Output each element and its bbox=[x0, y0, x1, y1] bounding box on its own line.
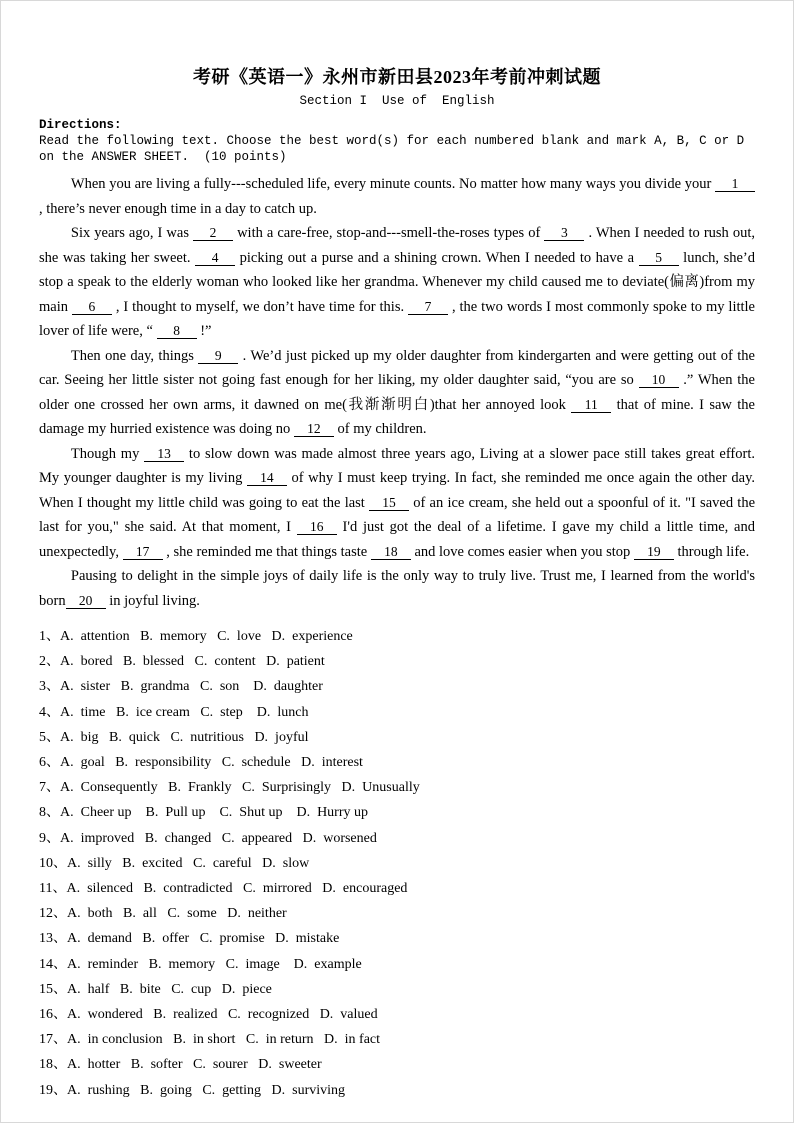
question-17: 17、A. in conclusion B. in short C. in return D. in fact bbox=[39, 1032, 381, 1048]
question-2: 2、A. bored B. blessed C. content D. patient bbox=[39, 654, 325, 670]
directions-label: Directions: bbox=[39, 118, 122, 132]
blank-1: 1 bbox=[715, 176, 755, 192]
blank-5: 5 bbox=[639, 250, 679, 266]
question-13: 13、A. demand B. offer C. promise D. mistake bbox=[39, 931, 340, 947]
question-list bbox=[39, 624, 755, 1103]
question-10: 10、A. silly B. excited C. careful D. slow bbox=[39, 855, 310, 871]
blank-17: 17 bbox=[123, 544, 163, 560]
directions-text: Read the following text. Choose the best word(s) for each numbered blank and mark A, B, C or D on the ANSWER SHEET. (10 points) bbox=[39, 134, 752, 164]
cloze-passage bbox=[39, 172, 755, 613]
blank-18: 18 bbox=[371, 544, 411, 560]
passage-paragraph-5: Pausing to delight in the simple joys of daily life is the only way to truly live. Trust me, I learned from the world's born 20 in joyful living. bbox=[39, 568, 755, 609]
blank-12: 12 bbox=[294, 421, 334, 437]
blank-10: 10 bbox=[639, 372, 679, 388]
blank-3: 3 bbox=[544, 225, 584, 241]
section-heading: Section I Use of English bbox=[299, 94, 495, 108]
directions-block bbox=[39, 117, 755, 165]
blank-7: 7 bbox=[408, 299, 448, 315]
question-12: 12、A. both B. all C. some D. neither bbox=[39, 906, 287, 922]
blank-2: 2 bbox=[193, 225, 233, 241]
blank-4: 4 bbox=[195, 250, 235, 266]
question-6: 6、A. goal B. responsibility C. schedule D. interest bbox=[39, 755, 363, 771]
passage-paragraph-3: Then one day, things 9 . We’d just picked up my older daughter from kindergarten and were getting out of the car. Seeing her little sister not going fast enough for her liking, my older daughter said, “you are so 10 .” When the older one crossed her own arms, it dawned on me(我渐渐明白)that her annoyed look 11 that of mine. I saw the damage my hurried existence was doing no 12 of my children. bbox=[39, 347, 755, 437]
passage-paragraph-1: When you are living a fully---scheduled life, every minute counts. No matter how many ways you divide your 1 , there’s never enough time in a day to catch up. bbox=[39, 172, 755, 221]
question-9: 9、A. improved B. changed C. appeared D. worsened bbox=[39, 830, 377, 846]
blank-19: 19 bbox=[634, 544, 674, 560]
blank-20: 20 bbox=[66, 593, 106, 609]
page-title: 考研《英语一》永州市新田县2023年考前冲刺试题 bbox=[193, 67, 601, 87]
passage-paragraph-4: Though my 13 to slow down was made almost three years ago, Living at a slower pace still takes great effort. My younger daughter is my living 14 of why I must keep trying. In fact, she reminded me once again the other day. When I thought my little child was going to eat the last 15 of an ice cream, she held out a spoonful of it. "I saved the last for you," she said. At that moment, I 16 I'd just got the deal of a lifetime. I gave my child a little time, and unexpectedly, 17 , she reminded me that things taste 18 and love comes easier when you stop 19 through life. bbox=[39, 445, 756, 560]
question-14: 14、A. reminder B. memory C. image D. example bbox=[39, 956, 362, 972]
passage-paragraph-2: Six years ago, I was 2 with a care-free, stop-and---smell-the-roses types of 3 . When I needed to rush out, she was taking her sweet. 4 picking out a purse and a shining crown. When I needed to have a 5 lunch, she’d stop a speak to the elderly woman who looked like her grandma. Whenever my child caused me to deviate(偏离)from my main 6 , I thought to myself, we don’t have time for this. 7 , the two words I most commonly spoke to my little lover of life were, “ 8 !” bbox=[39, 225, 755, 339]
blank-13: 13 bbox=[144, 446, 184, 462]
blank-8: 8 bbox=[157, 323, 197, 339]
question-4: 4、A. time B. ice cream C. step D. lunch bbox=[39, 704, 309, 720]
question-19: 19、A. rushing B. going C. getting D. surviving bbox=[39, 1082, 346, 1098]
question-16: 16、A. wondered B. realized C. recognized D. valued bbox=[39, 1007, 378, 1023]
blank-16: 16 bbox=[297, 519, 337, 535]
question-3: 3、A. sister B. grandma C. son D. daughter bbox=[39, 679, 323, 695]
question-15: 15、A. half B. bite C. cup D. piece bbox=[39, 981, 272, 997]
question-8: 8、A. Cheer up B. Pull up C. Shut up D. Hurry up bbox=[39, 805, 368, 821]
question-11: 11、A. silenced B. contradicted C. mirrored D. encouraged bbox=[39, 881, 408, 897]
question-7: 7、A. Consequently B. Frankly C. Surprisingly D. Unusually bbox=[39, 780, 420, 796]
question-18: 18、A. hotter B. softer C. sourer D. sweeter bbox=[39, 1057, 322, 1073]
blank-9: 9 bbox=[198, 348, 238, 364]
blank-15: 15 bbox=[369, 495, 409, 511]
blank-6: 6 bbox=[72, 299, 112, 315]
question-1: 1、A. attention B. memory C. love D. experience bbox=[39, 629, 353, 644]
blank-11: 11 bbox=[571, 397, 611, 413]
question-5: 5、A. big B. quick C. nutritious D. joyful bbox=[39, 729, 309, 745]
blank-14: 14 bbox=[247, 470, 287, 486]
